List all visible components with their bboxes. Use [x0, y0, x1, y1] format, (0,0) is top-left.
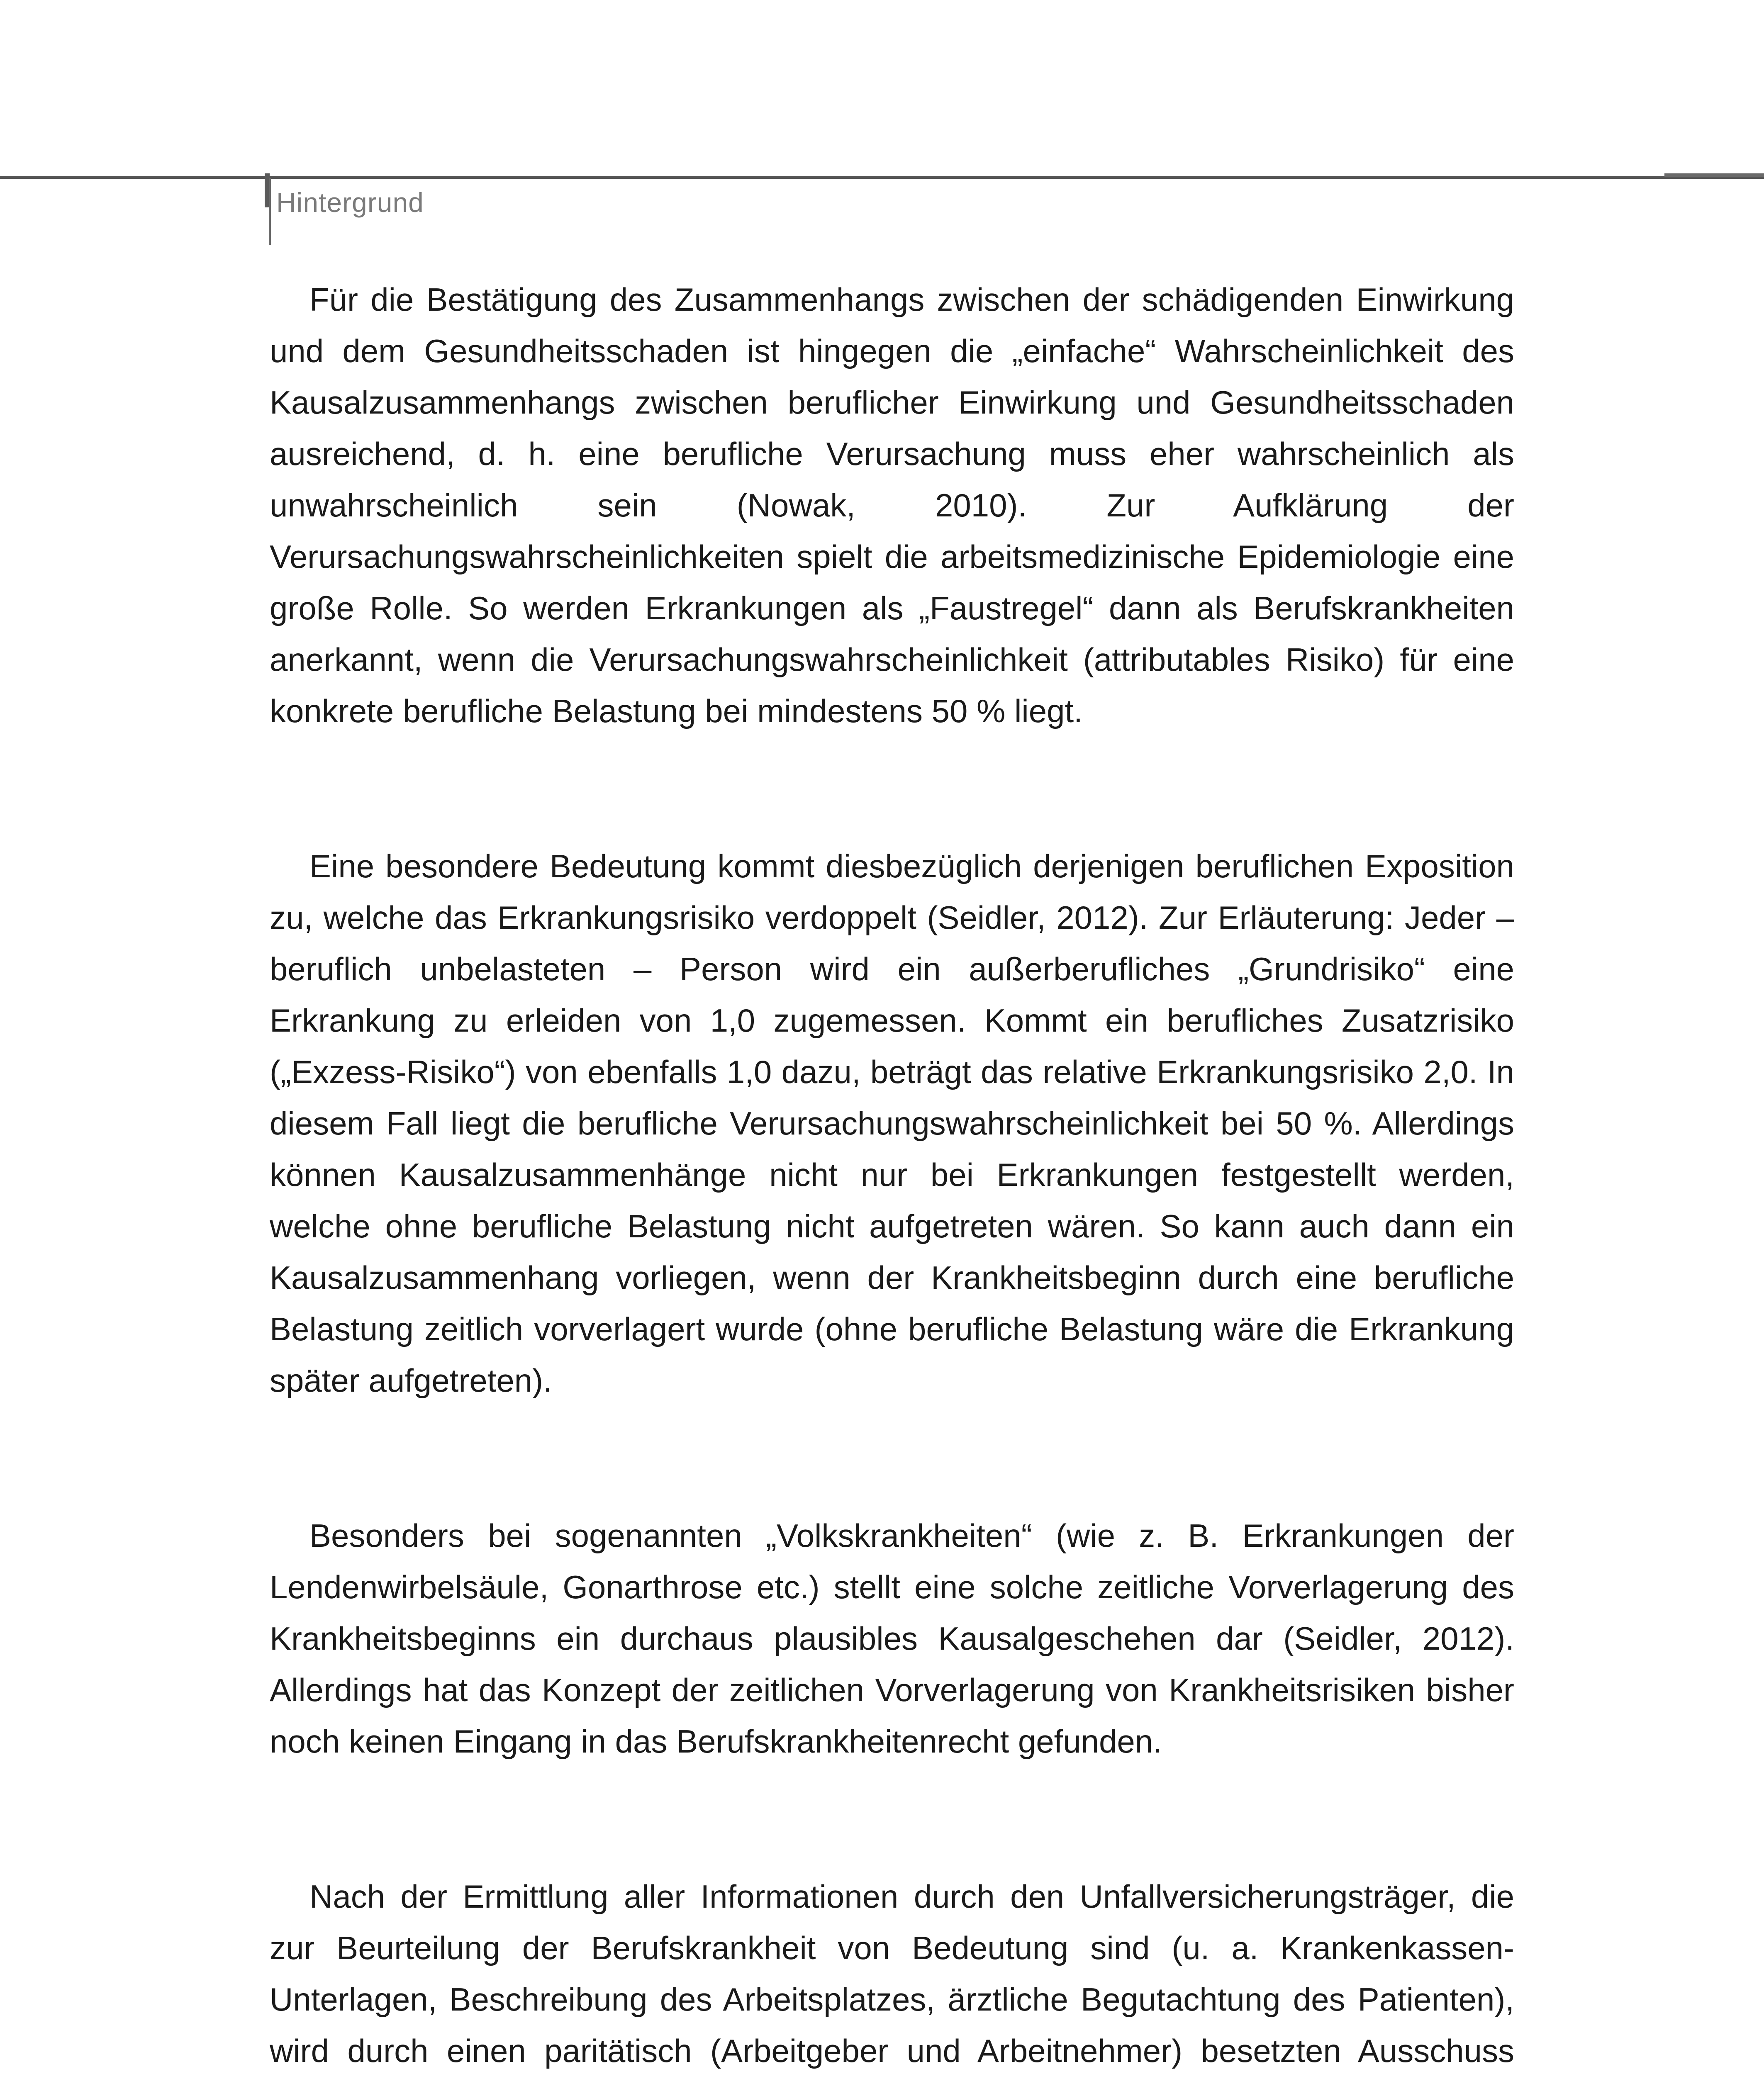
- paragraph: Besonders bei sogenannten „Volkskrankheiten“ (wie z. B. Erkrankungen der Lendenwirbelsäule, Gonarthrose etc.) stellt eine solche zeitliche Vorverlagerung des Krankheitsbeginns ein durchaus plausibles Kausalgeschehen dar (Seidler, 2012). Allerdings hat das Konzept der zeitlichen Vorverlagerung von Krankheitsrisiken bisher noch keinen Eingang in das Berufskrankheitenrecht gefunden.: [270, 1517, 1514, 1760]
- body-text: [270, 274, 1514, 2074]
- paragraph: Für die Bestätigung des Zusammenhangs zwischen der schädigenden Einwirkung und dem Gesundheitsschaden ist hingegen die „einfache“ Wahrscheinlichkeit des Kausalzusammenhangs zwischen beruflicher Einwirkung und Gesundheitsschaden ausreichend, d. h. eine berufliche Verursachung muss eher wahrscheinlich als unwahrscheinlich sein (Nowak, 2010). Zur Aufklärung der Verursachungswahrscheinlichkeiten spielt die arbeitsmedizinische Epidemiologie eine große Rolle. So werden Erkrankungen als „Faustregel“ dann als Berufskrankheiten anerkannt, wenn die Verursachungswahrscheinlichkeit (attributables Risiko) für eine konkrete berufliche Belastung bei mindestens 50 % liegt.: [270, 281, 1514, 729]
- running-head-line: [269, 178, 271, 245]
- top-rule-accent: [1664, 173, 1764, 177]
- running-head: Hintergrund: [276, 187, 424, 218]
- paragraph: Nach der Ermittlung aller Informationen durch den Unfallversicherungsträger, die zur Beurteilung der Berufskrankheit von Bedeutung sind (u. a. Krankenkassen-Unterlagen, Beschreibung des Arbeitsplatzes, ärztliche Begutachtung des Patienten), wird durch einen paritätisch (Arbeitgeber und Arbeitnehmer) besetzten Ausschuss: [270, 1878, 1514, 2069]
- paragraph: Eine besondere Bedeutung kommt diesbezüglich derjenigen beruflichen Exposition zu, welche das Erkrankungsrisiko verdoppelt (Seidler, 2012). Zur Erläuterung: Jeder – beruflich unbelasteten – Person wird ein außerberufliches „Grundrisiko“ eine Erkrankung zu erleiden von 1,0 zugemessen. Kommt ein berufliches Zusatzrisiko („Exzess-Risiko“) von ebenfalls 1,0 dazu, beträgt das relative Erkrankungsrisiko 2,0. In diesem Fall liegt die berufliche Verursachungswahrscheinlichkeit bei 50 %. Allerdings können Kausalzusammenhänge nicht nur bei Erkrankungen festgestellt werden, welche ohne berufliche Belastung nicht aufgetreten wären. So kann auch dann ein Kausalzusammenhang vorliegen, wenn der Krankheitsbeginn durch eine berufliche Belastung zeitlich vorverlagert wurde (ohne berufliche Belastung wäre die Erkrankung später aufgetreten).: [270, 848, 1514, 1399]
